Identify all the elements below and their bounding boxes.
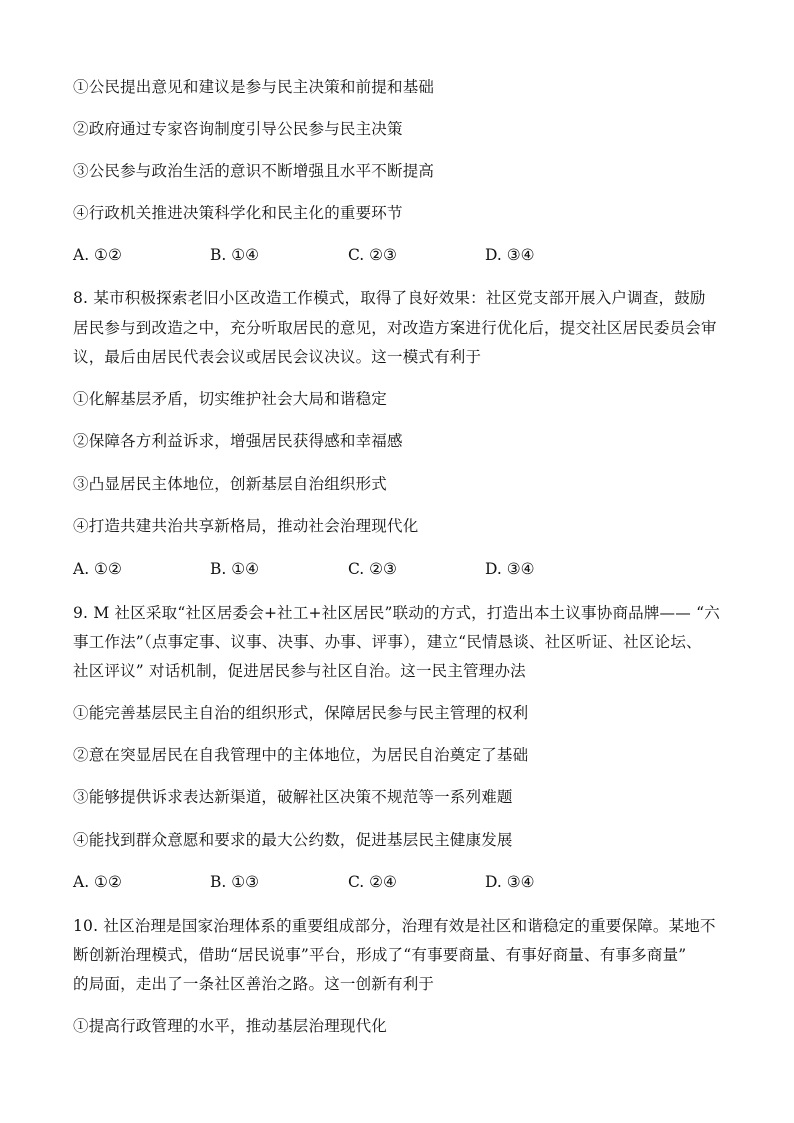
q9-option-b[interactable]: B. ①③ [210,873,260,891]
q7-statement-1: ①公民提出意见和建议是参与民主决策和前提和基础 [73,78,435,96]
q8-option-d[interactable]: D. ③④ [485,560,535,578]
q7-option-c[interactable]: C. ②③ [348,246,397,264]
q9-option-a[interactable]: A. ①② [73,873,122,891]
q7-statement-2: ②政府通过专家咨询制度引导公民参与民主决策 [73,120,403,138]
q8-option-b[interactable]: B. ①④ [210,560,260,578]
q9-statement-4: ④能找到群众意愿和要求的最大公约数，促进基层民主健康发展 [73,831,513,849]
q9-options [73,872,733,892]
q8-stem-line-2: 居民参与到改造之中，充分听取居民的意见，对改造方案进行优化后，提交社区居民委员会审 [73,319,717,337]
q9-stem-line-2: 事工作法”（点事定事、议事、决事、办事、评事），建立“民情恳谈、社区听证、社区论坛、 [73,633,702,651]
q9-statement-3: ③能够提供诉求表达新渠道，破解社区决策不规范等一系列难题 [73,788,513,806]
q10-stem-line-1: 10. 社区治理是国家治理体系的重要组成部分，治理有效是社区和谐稳定的重要保障。某地不 [73,917,716,935]
q9-stem-line-1: 9. M 社区采取“社区居委会+社工+社区居民”联动的方式，打造出本土议事协商品牌—— “六 [73,604,720,622]
q8-statement-2: ②保障各方利益诉求，增强居民获得感和幸福感 [73,432,403,450]
q8-option-a[interactable]: A. ①② [73,560,122,578]
q9-statement-1: ①能完善基层民主自治的组织形式，保障居民参与民主管理的权利 [73,704,529,722]
q8-statement-4: ④打造共建共治共享新格局，推动社会治理现代化 [73,517,419,535]
q8-stem-line-3: 议，最后由居民代表会议或居民会议决议。这一模式有利于 [73,348,482,366]
q8-options [73,559,733,579]
q10-stem-line-3: 的局面，走出了一条社区善治之路。这一创新有利于 [73,975,435,993]
q7-option-d[interactable]: D. ③④ [485,246,535,264]
q10-stem-line-2: 断创新治理模式，借助“居民说事”平台，形成了“有事要商量、有事好商量、有事多商量” [73,946,687,964]
q9-statement-2: ②意在突显居民在自我管理中的主体地位，为居民自治奠定了基础 [73,746,529,764]
q9-option-c[interactable]: C. ②④ [348,873,397,891]
q9-option-d[interactable]: D. ③④ [485,873,535,891]
q8-option-c[interactable]: C. ②③ [348,560,397,578]
q8-stem-line-1: 8. 某市积极探索老旧小区改造工作模式，取得了良好效果：社区党支部开展入户调查，鼓励 [73,289,706,307]
q7-option-b[interactable]: B. ①④ [210,246,260,264]
q8-statement-1: ①化解基层矛盾，切实维护社会大局和谐稳定 [73,390,388,408]
q7-options [73,245,733,265]
q7-statement-4: ④行政机关推进决策科学化和民主化的重要环节 [73,204,403,222]
q7-option-a[interactable]: A. ①② [73,246,122,264]
q10-statement-1: ①提高行政管理的水平，推动基层治理现代化 [73,1017,388,1035]
q8-statement-3: ③凸显居民主体地位，创新基层自治组织形式 [73,475,388,493]
q9-stem-line-3: 社区评议” 对话机制，促进居民参与社区自治。这一民主管理办法 [73,662,526,680]
q7-statement-3: ③公民参与政治生活的意识不断增强且水平不断提高 [73,162,435,180]
